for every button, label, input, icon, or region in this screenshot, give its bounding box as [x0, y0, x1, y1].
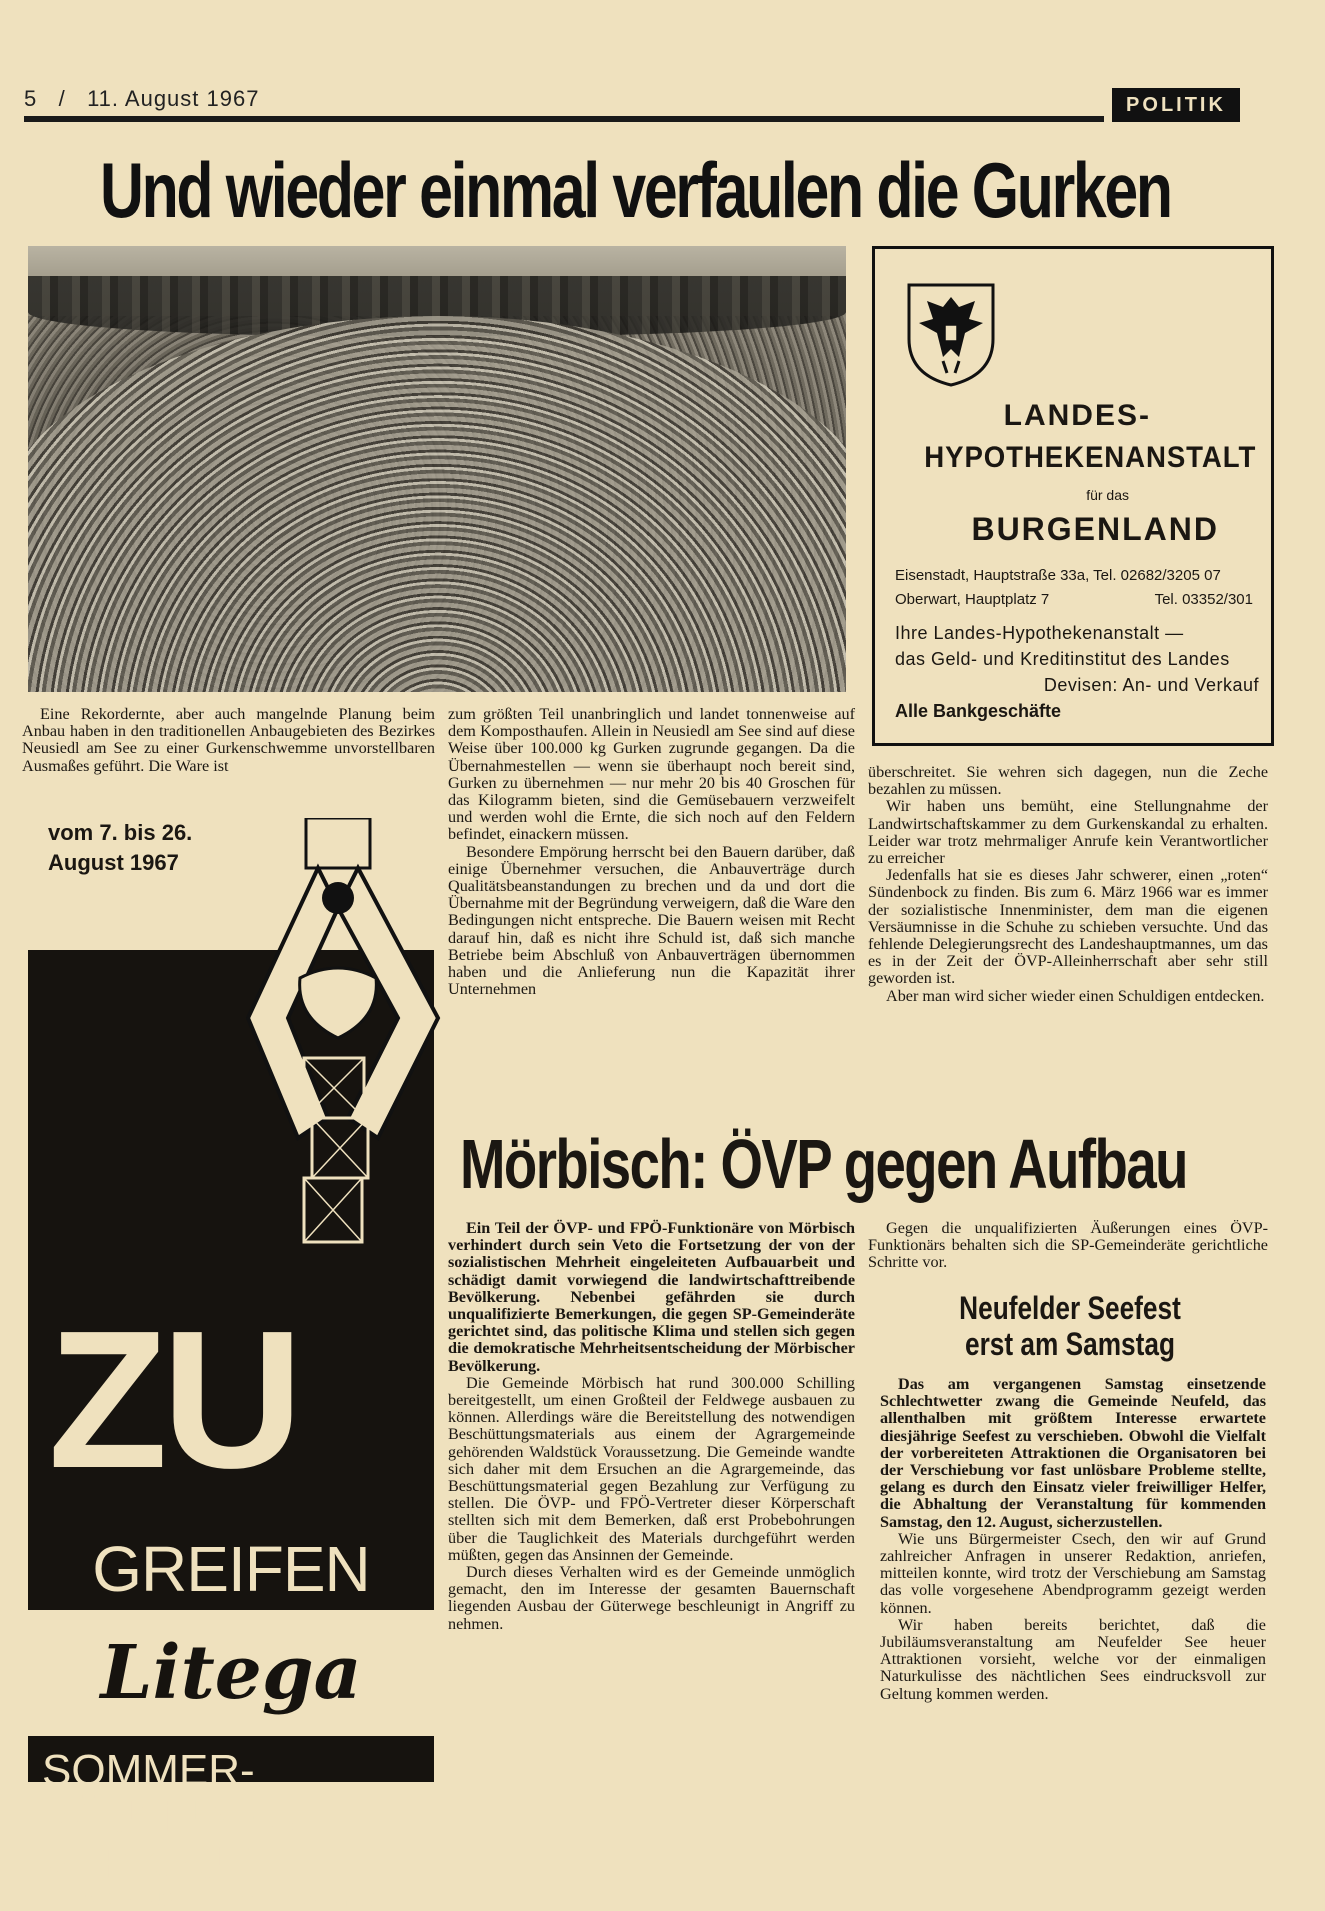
article1-col3-p3: Jedenfalls hat sie es dieses Jahr schwerer, einen „roten“ Sündenbock zu finden. Bis zum 6. März 1966 war es immer der sozialistische Innenminister, dem man die eigenen Versäumnisse in die Schuhe zu schieben versuchte. Und das fehlende Delegierungsrecht des Landeshauptmannes, um das es in der Zeit der ÖVP-Alleinherrschaft aber sehr still geworden ist. [868, 866, 1268, 988]
article1-column3 [868, 764, 1268, 1005]
article2-p4: Gegen die unqualifizierten Äußerungen eines ÖVP-Funktionärs behalten sich die SP-Gemeinderäte gerichtliche Schritte vor. [868, 1219, 1268, 1272]
bank-address-oberwart [895, 591, 1259, 608]
litega-date-line1: vom 7. bis 26. [48, 820, 193, 845]
article3-lead: Das am vergangenen Samstag einsetzende Schlechtwetter zwang die Gemeinde Neufeld, das allenthalben mit größtem Interesse erwartete diesjährige Seefest zu verschieben. Obwohl die Vielfalt der vorbereiteten Attraktionen die Organisatoren bei der Verschiebung vor fast unlösbare Probleme stellte, gelang es durch den Einsatz vieler freiwilliger Helfer, die Abhaltung der Veranstaltung für kommenden Samstag, den 12. August, sicherzustellen. [880, 1375, 1266, 1531]
page-header-meta [24, 86, 259, 112]
article2-lead: Ein Teil der ÖVP- und FPÖ-Funktionäre von Mörbisch verhindert durch sein Veto die Fortsetzung der von der sozialistischen Mehrheit eingeleiteten Aufbauarbeit und schädigt damit vorwiegend die landwirtschafttreibende Bevölkerung. Nebenbei gefährden sie durch unqualifizierte Bemerkungen, die gegen SP-Gemeinderäte gerichtet sind, das politische Klima und stellen sich gegen die demokratische Mehrheitsentscheidung der Mörbischer Bevölkerung. [448, 1219, 855, 1375]
bank-slogan-3: Devisen: An- und Verkauf [1043, 675, 1259, 695]
coat-of-arms-icon [903, 279, 999, 389]
grab-claw-icon [208, 818, 468, 1328]
bank-name-line1: LANDES- [1003, 399, 1151, 432]
headline-gurken: Und wieder einmal verfaulen die Gurken [100, 146, 1171, 234]
headline-neufeld [914, 1290, 1226, 1362]
litega-sale-line1: SOMMER- [42, 1746, 255, 1795]
article1-col3-p1: überschreitet. Sie wehren sich dagegen, nun die Zeche bezahlen zu müssen. [868, 763, 1268, 799]
article1-column2 [448, 706, 855, 998]
bank-address-oberwart-tel: Tel. 03352/301 [1154, 591, 1253, 608]
litega-greifen-text: GREIFEN [92, 1533, 370, 1605]
litega-date [48, 818, 192, 878]
litega-brand-bar [28, 1610, 434, 1736]
article3-p3: Wir haben bereits berichtet, daß die Jubiläumsveranstaltung am Neufelder See heuer Attraktionen vorsieht, welche vor der einmaligen Naturkulisse des nächtlichen Sees eindrucksvoll zur Geltung kommen werden. [880, 1615, 1266, 1703]
bank-advertisement [872, 246, 1274, 746]
header-separator: / [58, 86, 66, 111]
bank-slogan-2: das Geld- und Kreditinstitut des Landes [895, 649, 1230, 669]
bank-slogan-1: Ihre Landes-Hypothekenanstalt — [895, 623, 1184, 643]
bank-region: BURGENLAND [971, 511, 1219, 547]
article1-col3-p4: Aber man wird sicher wieder einen Schuldigen entdecken. [886, 986, 1265, 1005]
bank-name-line2: HYPOTHEKENANSTALT [924, 441, 1257, 474]
litega-brand-logo: Litega [100, 1630, 362, 1716]
bank-fur-das: für das [1086, 487, 1129, 503]
litega-date-line2: August 1967 [48, 850, 179, 875]
litega-advertisement [28, 818, 434, 1910]
headline-neufeld-line1: Neufelder Seefest [959, 1290, 1181, 1326]
headline-neufeld-line2: erst am Samstag [964, 1326, 1176, 1362]
issue-date: 11. August 1967 [87, 86, 260, 111]
article1-col2-p2: Besondere Empörung herrscht bei den Bauern darüber, daß einige Übernehmer versuchen, die Anbauverträge durch Qualitätsbeanstandungen zu brechen und da und dort die Übernahme mit der Begründung verweigern, daß die Ware den Bedingungen nicht entspreche. Die Bauern weisen mit Recht darauf hin, daß es nicht ihre Schuld ist, daß sich manche Betriebe beim Abschluß von Anbauverträgen übernommen haben und die Anlieferung nun die Kapazität ihrer Unternehmen [448, 842, 855, 999]
article3-column [880, 1376, 1266, 1703]
article2-p3: Durch dieses Verhalten wird es der Gemeinde unmöglich gemacht, den im Interesse der gesamten Bauernschaft liegenden Ausbau der Güterwege beschleunigt in Angriff zu nehmen. [448, 1563, 855, 1633]
litega-address: WR. NEUSTADT, Herz.-Leop.-Str. 30 [83, 1890, 379, 1910]
article1-col3-p2: Wir haben uns bemüht, eine Stellungnahme der Landwirtschaftskammer zu dem Gurkenskandal zu erhalten. Leider war trotz mehrmaliger Anrufe kein Verantwortlicher zu erreicher [868, 797, 1268, 868]
bank-address-oberwart-street: Oberwart, Hauptplatz 7 [895, 591, 1050, 608]
article2-column1 [448, 1220, 855, 1633]
photo-pile [28, 316, 846, 692]
article1-col2-p1: zum größten Teil unanbringlich und landet tonnenweise auf dem Komposthaufen. Allein in Neusiedl am See sind auf diese Weise über 100.000 kg Gurken zugrunde gegangen. Da die Übernahmestellen — wenn sie überhaupt noch bereit sind, Gurken zu übernehmen — nur mehr 20 bis 40 Groschen für das Kilogramm bieten, sind die Gemüsebauern verzweifelt und werden wohl die Ernte, die sich noch auf den Feldern befindet, einackern müssen. [448, 705, 855, 844]
section-tag: POLITIK [1112, 88, 1240, 122]
article3-p2: Wie uns Bürgermeister Csech, den wir auf Grund zahlreicher Anfragen in unserer Redaktion, anriefen, mitteilen konnte, wird trotz der Verschiebung am Samstag das volle vorgesehene Abendprogramm gezeigt werden können. [880, 1529, 1266, 1617]
litega-sale-line3: VERKAUF [42, 1838, 250, 1887]
bank-services: Alle Bankgeschäfte [895, 701, 1062, 721]
bank-address-eisenstadt: Eisenstadt, Hauptstraße 33a, Tel. 02682/3205 07 [895, 567, 1221, 584]
litega-sale-text [42, 1748, 313, 1886]
article2-column2 [868, 1220, 1268, 1272]
article1-column1 [22, 706, 435, 775]
litega-sale-line2: RÄUMUNGS- [42, 1792, 314, 1841]
litega-zu-text: ZU [48, 1290, 298, 1509]
page-number: 5 [24, 86, 38, 111]
article1-col1-text: Eine Rekordernte, aber auch mangelnde Planung beim Anbau haben in den traditionellen Anbaugebieten des Bezirkes Neusiedl am See zu einer Gurkenschwemme unvorstellbaren Ausmaßes geführt. Die Ware ist [22, 705, 435, 775]
article2-p2: Die Gemeinde Mörbisch hat rund 300.000 Schilling bereitgestellt, um einen Großteil der Feldwege ausbauen zu können. Allerdings wäre die Bereitstellung des notwendigen Beschüttungsmaterials aus einem der Agrargemeinde gehörenden Waldstück Voraussetzung. Die Gemeinde wandte sich daher mit dem Ersuchen an die Agrargemeinde, das Beschüttungsmaterial gegen Bezahlung zur Verfügung zu stellen. Die ÖVP- und FPÖ-Vertreter dieser Körperschaft stellten sich mit dem Bemerken, daß erst Probebohrungen über die Tauglichkeit des Materials durchgeführt werden müßten, gegen das Ansinnen der Gemeinde. [448, 1373, 855, 1564]
headline-moerbisch: Mörbisch: ÖVP gegen Aufbau [460, 1125, 1187, 1203]
cucumber-pile-photo [28, 246, 846, 692]
header-rule [24, 116, 1104, 122]
